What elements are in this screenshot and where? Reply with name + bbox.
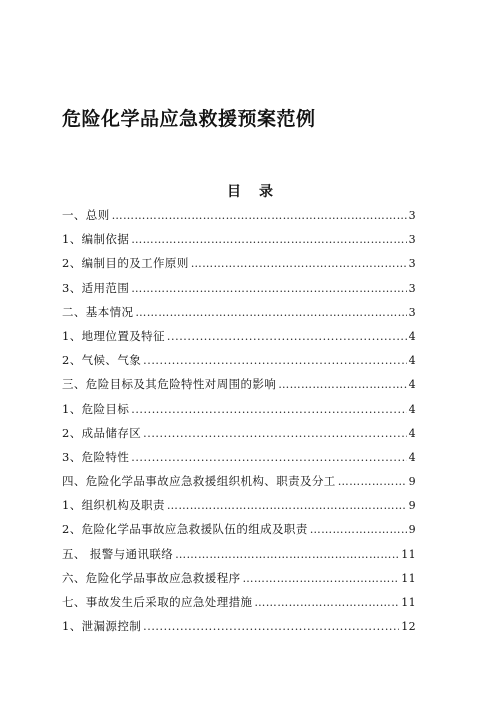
- toc-leader: [310, 518, 407, 541]
- toc-entry-label: 3、危险特性: [62, 449, 130, 464]
- toc-entry[interactable]: [62, 227, 416, 251]
- toc-entry-label: 一、总则: [62, 208, 110, 222]
- toc-entry-page: 4: [408, 354, 416, 368]
- toc-entry-page: 11: [401, 596, 416, 609]
- toc-leader: [143, 349, 406, 372]
- toc-leader: [338, 470, 407, 493]
- toc-entry[interactable]: [62, 566, 416, 590]
- toc-entry[interactable]: [62, 542, 416, 566]
- toc-entry[interactable]: [62, 251, 416, 275]
- toc-leader: [135, 301, 406, 324]
- toc-entry[interactable]: [62, 397, 416, 421]
- toc-entry-page: 4: [408, 402, 416, 416]
- toc-entry[interactable]: [62, 469, 416, 493]
- toc-entry-label: 1、危险目标: [62, 401, 130, 416]
- toc-leader: [243, 567, 400, 590]
- toc-entry-label: 2、危险化学品事故应急救援队伍的组成及职责: [62, 522, 308, 537]
- toc-entry-page: 3: [408, 209, 416, 222]
- toc-entry[interactable]: [62, 348, 416, 372]
- toc-leader: [131, 277, 406, 300]
- toc-leader: [278, 373, 406, 396]
- toc-entry[interactable]: [62, 276, 416, 300]
- toc-heading: 目录: [227, 184, 291, 200]
- toc-entry-page: 9: [408, 499, 416, 513]
- toc-entry[interactable]: [62, 372, 416, 396]
- toc-leader: [131, 398, 406, 421]
- toc-leader: [254, 591, 399, 614]
- toc-entry-label: 1、泄漏源控制: [62, 619, 142, 634]
- toc-entry-page: 11: [401, 547, 416, 561]
- toc-leader: [167, 494, 407, 517]
- table-of-contents: [62, 203, 416, 638]
- toc-leader: [191, 252, 407, 275]
- toc-entry-label: 2、编制目的及工作原则: [62, 256, 189, 271]
- toc-entry[interactable]: [62, 300, 416, 324]
- toc-leader: [131, 446, 406, 469]
- toc-entry-page: 4: [408, 329, 416, 343]
- toc-leader: [112, 204, 407, 227]
- toc-leader: [167, 325, 407, 348]
- toc-entry-page: 9: [408, 523, 416, 537]
- toc-entry[interactable]: [62, 324, 416, 348]
- toc-entry-label: 六、危险化学品事故应急救援程序: [62, 570, 241, 585]
- toc-entry-page: 3: [408, 233, 416, 247]
- toc-entry-page: 3: [408, 305, 416, 319]
- toc-entry-label: 四、危险化学品事故应急救援组织机构、职责及分工: [62, 474, 336, 489]
- toc-entry-page: 4: [408, 450, 416, 464]
- toc-entry-page: 4: [408, 426, 416, 440]
- toc-entry[interactable]: [62, 517, 416, 541]
- toc-entry-label: 3、适用范围: [62, 280, 130, 295]
- toc-entry-label: 七、事故发生后采取的应急处理措施: [62, 595, 253, 609]
- toc-leader: [143, 422, 406, 445]
- toc-entry-label: 1、组织机构及职责: [62, 498, 165, 513]
- toc-entry-label: 二、基本情况: [62, 304, 134, 319]
- toc-entry-label: 五、 报警与通讯联络: [62, 546, 174, 561]
- toc-entry-page: 3: [408, 281, 416, 295]
- toc-entry[interactable]: [62, 445, 416, 469]
- toc-entry-label: 2、成品储存区: [62, 425, 142, 440]
- toc-entry-page: 3: [408, 257, 416, 271]
- toc-entry-page: 11: [401, 571, 416, 585]
- toc-leader: [143, 615, 399, 638]
- toc-entry-page: 9: [408, 475, 416, 489]
- toc-entry[interactable]: [62, 203, 416, 227]
- toc-entry-label: 2、气候、气象: [62, 353, 142, 368]
- toc-entry-page: 12: [401, 620, 416, 634]
- toc-entry[interactable]: [62, 590, 416, 614]
- toc-leader: [131, 228, 406, 251]
- toc-entry[interactable]: [62, 614, 416, 638]
- document-title: 危险化学品应急救援预案范例: [62, 108, 316, 130]
- toc-entry-label: 1、编制依据: [62, 232, 130, 247]
- toc-entry[interactable]: [62, 421, 416, 445]
- toc-entry-label: 三、危险目标及其危险特性对周围的影响: [62, 377, 277, 392]
- toc-entry[interactable]: [62, 493, 416, 517]
- toc-entry-page: 4: [408, 378, 416, 392]
- toc-entry-label: 1、地理位置及特征: [62, 328, 165, 343]
- toc-leader: [175, 543, 399, 566]
